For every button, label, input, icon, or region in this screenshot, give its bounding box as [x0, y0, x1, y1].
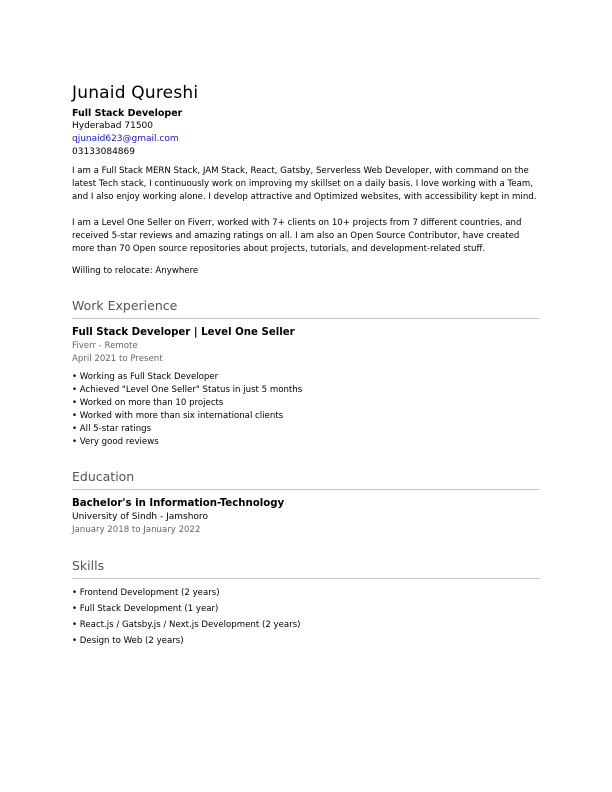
summary-section	[72, 165, 540, 278]
summary-paragraph: I am a Full Stack MERN Stack, JAM Stack, React, Gatsby, Serverless Web Developer, with command on the latest Tech stack, I continuously work on improving my skillset on a daily basis. I love working with a Team, and I also enjoy working alone. I develop attractive and Optimized websites, with accessibility kept in mind.	[72, 166, 537, 202]
skill-item: • Full Stack Development (1 year)	[72, 604, 219, 614]
skills-heading: Skills	[72, 558, 540, 579]
job-bullet: • All 5-star ratings	[72, 424, 152, 434]
resume-page	[72, 82, 540, 649]
candidate-name: Junaid Qureshi	[72, 83, 199, 103]
skill-item: • Frontend Development (2 years)	[72, 588, 220, 598]
candidate-phone: 03133084869	[72, 147, 135, 157]
education-dates: January 2018 to January 2022	[72, 525, 201, 535]
job-dates: April 2021 to Present	[72, 354, 163, 364]
skill-item: • Design to Web (2 years)	[72, 636, 184, 646]
relocation-preference: Willing to relocate: Anywhere	[72, 266, 199, 276]
school-name: University of Sindh - Jamshoro	[72, 512, 208, 522]
job-bullet: • Very good reviews	[72, 437, 159, 447]
education-entry	[72, 497, 540, 537]
candidate-location: Hyderabad 71500	[72, 121, 153, 131]
job-bullet: • Worked on more than 10 projects	[72, 398, 224, 408]
job-bullet: • Working as Full Stack Developer	[72, 372, 219, 382]
skills-list	[72, 585, 540, 649]
resume-header	[72, 82, 540, 159]
education-heading: Education	[72, 469, 540, 490]
job-bullet: • Achieved "Level One Seller" Status in just 5 months	[72, 385, 303, 395]
job-company: Fiverr - Remote	[72, 341, 138, 351]
skill-item: • React.js / Gatsby.js / Next.js Development (2 years)	[72, 620, 301, 630]
degree-title: Bachelor's in Information-Technology	[72, 498, 285, 509]
candidate-headline: Full Stack Developer	[72, 108, 183, 119]
candidate-email-link[interactable]: qjunaid623@gmail.com	[72, 134, 179, 144]
work-experience-heading: Work Experience	[72, 298, 540, 319]
job-entry	[72, 326, 540, 449]
job-bullet: • Worked with more than six international clients	[72, 411, 284, 421]
job-title: Full Stack Developer | Level One Seller	[72, 327, 295, 338]
job-bullet-list	[72, 371, 540, 449]
summary-paragraph: I am a Level One Seller on Fiverr, worked with 7+ clients on 10+ projects from 7 different countries, and received 5-star reviews and amazing ratings on all. I am also an Open Source Contributor, have created more than 70 Open source repositories about projects, tutorials, and development-related stuff.	[72, 218, 522, 254]
